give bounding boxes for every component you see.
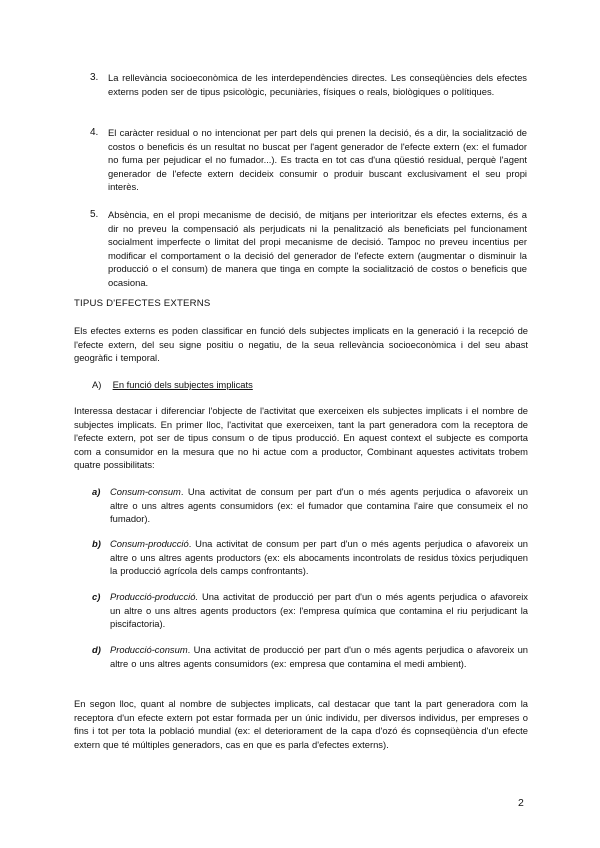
item-text bbox=[110, 590, 528, 631]
item-description: . Una activitat de producció per part d'un o més agents perjudica o afavoreix un altre o uns altres agents consumidors (ex: empresa que contamina el medi ambient). bbox=[110, 644, 528, 669]
numbered-item-4 bbox=[90, 126, 527, 194]
paragraph-number-of-subjects: En segon lloc, quant al nombre de subjectes implicats, cal destacar que tant la part generadora com la receptora d'un efecte extern pot estar formada per un únic individu, per diversos individus, per empreses o fins i tot per tota la població mundial (ex: el deteriorament de la capa d'ozó és copnseqüència d'un efecte extern que té múltiples generadors, cas en que es parla d'efectes externs). bbox=[74, 698, 528, 750]
page-number: 2 bbox=[518, 797, 524, 809]
paragraph-activities: Interessa destacar i diferenciar l'objecte de l'activitat que exerceixen els subjectes implicats i el nombre de subjectes implicats. En primer lloc, l'activitat que exerceixen, tant la part generadora com la receptora de l'efecte extern, pot ser de tipus consum o de tipus producció. En aquest context el subjecte es comporta com a consumidor en la mesura que no hi actue com a productor, Combinant aquestes activitats trobem quatre possibilitats: bbox=[74, 405, 528, 471]
alpha-item-d bbox=[92, 643, 528, 670]
item-term: Consum-producció bbox=[110, 538, 189, 549]
section-heading: TIPUS D'EFECTES EXTERNS bbox=[74, 298, 211, 309]
item-number: 4. bbox=[90, 127, 99, 138]
item-text bbox=[110, 485, 528, 526]
item-description: . Una activitat de consum per part d'un o més agents perjudica o afavoreix un altre o uns altres agents consumidors (ex: el fumador que contamina l'aire que consumeix el no fumador). bbox=[110, 486, 528, 525]
item-number: 3. bbox=[90, 72, 99, 83]
item-text bbox=[110, 643, 528, 670]
intro-paragraph: Els efectes externs es poden classificar en funció dels subjectes implicats en la generació i la recepció de l'efecte extern, del seu signe positiu o negatiu, de la seua rellevància socioeconòmica i del seu abast geogràfic i temporal. bbox=[74, 325, 528, 364]
item-term: Producció-producció. bbox=[110, 591, 199, 602]
item-letter: a) bbox=[92, 486, 101, 497]
numbered-item-3 bbox=[90, 71, 527, 98]
numbered-item-5 bbox=[90, 208, 527, 290]
item-letter: c) bbox=[92, 591, 101, 602]
item-term: Consum-consum bbox=[110, 486, 181, 497]
item-term: Producció-consum bbox=[110, 644, 188, 655]
subsection-heading bbox=[92, 378, 253, 392]
alpha-item-b bbox=[92, 537, 528, 578]
item-description: Una activitat de producció per part d'un o més agents perjudica o afavoreix un altre o uns altres agents productors (ex: l'empresa química que contamina el riu perjudicant la piscifactoria). bbox=[110, 591, 528, 630]
item-text: El caràcter residual o no intencionat per part dels qui prenen la decisió, és a dir, la socialització de costos o beneficis és un resultat no buscat per l'agent generador de l'efecte extern (ex: el fumador no fuma per pejudicar el no fumador...). Es tracta en tot cas d'una qüestió residual, perquè l'agent generador de l'efecte extern decideix consumir o produir buscant exclusivament el seu propi interès. bbox=[108, 127, 527, 193]
subsection-label: A) bbox=[92, 379, 102, 390]
subsection-title: En funció dels subjectes implicats bbox=[112, 379, 253, 390]
item-number: 5. bbox=[90, 209, 99, 220]
item-text bbox=[110, 537, 528, 578]
item-description: . Una activitat de consum per part d'un o més agents perjudica o afavoreix un altre o uns altres agents productors (ex: els abocaments incontrolats de residus tòxics perjudiquen la producció agrícola dels camps confrontants). bbox=[110, 538, 528, 577]
item-text: Absència, en el propi mecanisme de decisió, de mitjans per interioritzar els efectes externs, és a dir no preveu la compensació als perjudicats ni la penalització als beneficiats pel funcionament socialment imperfecte o limitat del propi mecanisme de decisió. Tampoc no preveu incentius per modificar el comportament o la decisió del generador de l'efecte extern (augmentar o disminuir la producció o el consum) de manera que tinga en compte la socialització de costos o beneficis que ocasiona. bbox=[108, 209, 527, 288]
item-letter: d) bbox=[92, 644, 101, 655]
alpha-item-c bbox=[92, 590, 528, 631]
item-text: La rellevància socioeconòmica de les interdependències directes. Les conseqüències dels efectes externs poden ser de tipus psicològic, pecuniàries, físiques o reals, biològiques o polítiques. bbox=[108, 72, 527, 97]
alpha-item-a bbox=[92, 485, 528, 526]
item-letter: b) bbox=[92, 538, 101, 549]
